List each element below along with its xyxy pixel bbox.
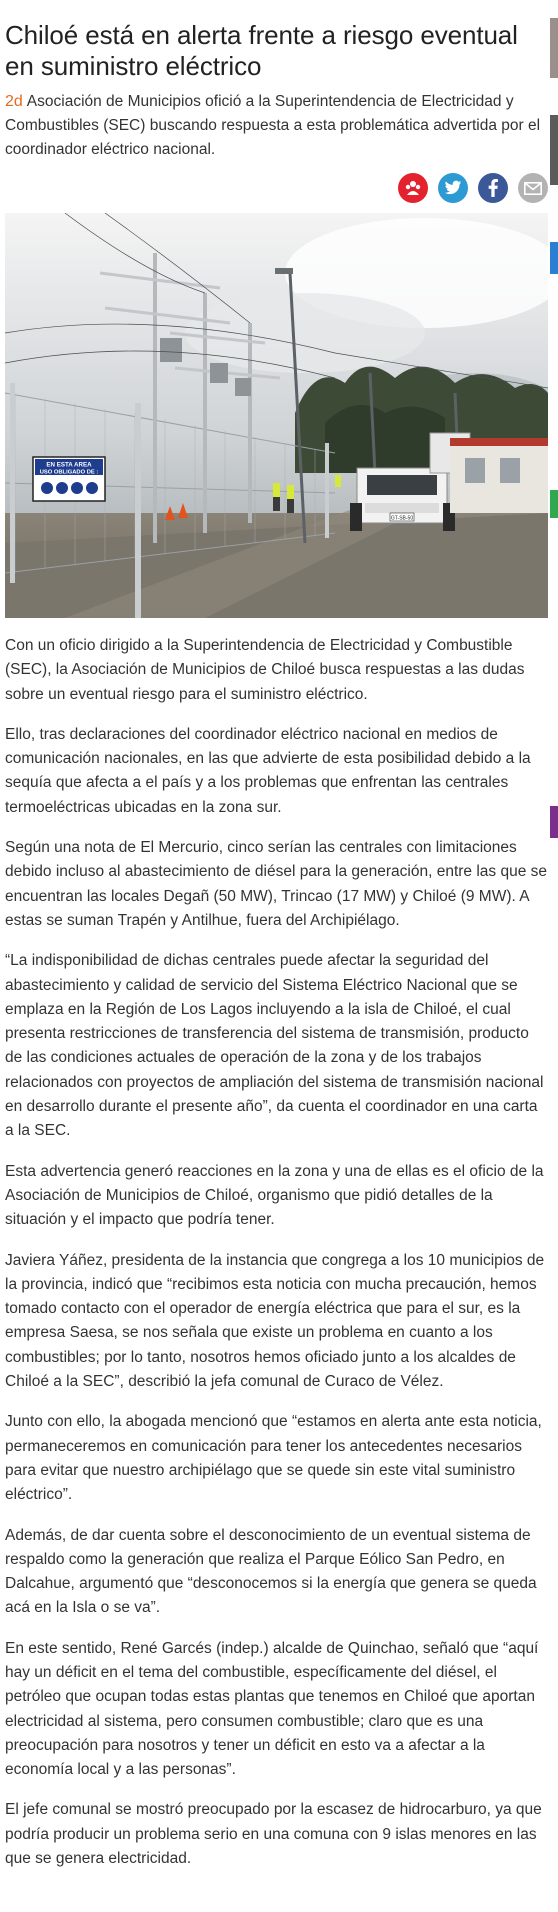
- facebook-f-icon: [487, 179, 499, 197]
- truck-plate: GT-SB-50: [390, 515, 414, 522]
- article-paragraph: En este sentido, René Garcés (indep.) alcalde de Quinchao, señaló que “aquí hay un déficit en el tema del combustible, específicamente del diésel, el petróleo que ocupan todas estas plantas que tenemos en Chiloé que aportan electricidad al sistema, pero consumen combustible; claro que es una preocupación para nosotros y tener un déficit en esto va a afectar a la economía local y a las personas”.: [5, 1639, 539, 1779]
- article-time-ago: 2d: [5, 93, 23, 110]
- article-title: Chiloé está en alerta frente a riesgo eventual en suministro eléctrico: [5, 20, 518, 81]
- facebook-share-button[interactable]: [478, 173, 508, 203]
- sidebar-category-bar: [550, 242, 558, 274]
- article-container: [5, 0, 548, 1868]
- community-icon: [404, 179, 422, 197]
- article-paragraph: Junto con ello, la abogada mencionó que “estamos en alerta ante esta noticia, permaneceremos en comunicación para tener los antecedentes necesarios para evitar que nuestro archipiélago que se quede sin este vital suministro eléctrico”.: [5, 1413, 542, 1504]
- article-body: [5, 634, 548, 1887]
- sidebar-thumbnail[interactable]: [550, 18, 558, 78]
- twitter-share-button[interactable]: [438, 173, 468, 203]
- sidebar-thumbnail[interactable]: [550, 115, 558, 185]
- email-share-button[interactable]: [518, 173, 548, 203]
- article-paragraph: El jefe comunal se mostró preocupado por la escasez de hidrocarburo, ya que podría producir un problema serio en una comuna con 9 islas menores en las que se genera electricidad.: [5, 1801, 542, 1868]
- article-lead: [5, 90, 548, 162]
- community-share-button[interactable]: [398, 173, 428, 203]
- article-paragraph: “La indisponibilidad de dichas centrales puede afectar la seguridad del abastecimiento y calidad de servicio del Sistema Eléctrico Nacional que se emplaza en la Región de Los Lagos incluyendo a la isla de Chiloé, el cual presenta restricciones de transferencia del sistema de transmisión, producto de las condiciones actuales de operación de la zona y de los trabajos relacionados con proyectos de ampliación del sistema de transmisión nacional en desarrollo durante el presente año”, da cuenta el coordinador en una carta a la SEC.: [5, 952, 544, 1140]
- envelope-icon: [524, 182, 542, 195]
- sidebar-category-bar: [550, 806, 558, 838]
- article-paragraph: Ello, tras declaraciones del coordinador eléctrico nacional en medios de comunicación nacionales, en las que advierte de esta posibilidad debido a la sequía que afecta a el país y a los problemas que enfrentan las centrales termoeléctricas ubicadas en la zona sur.: [5, 725, 531, 816]
- article-paragraph: Según una nota de El Mercurio, cinco serían las centrales con limitaciones debido incluso al abastecimiento de diésel para la generación, entre las que se encuentran las locales Degañ (50 MW), Trincao (17 MW) y Chiloé (9 MW). A estas se suman Trapén y Antilhue, fuera del Archipiélago.: [5, 839, 547, 929]
- twitter-bird-icon: [444, 180, 462, 196]
- electrical-substation-image: [5, 213, 548, 618]
- article-paragraph: Con un oficio dirigido a la Superintendencia de Electricidad y Combustible (SEC), la Asociación de Municipios de Chiloé busca respuestas a las dudas sobre un eventual riesgo para el suministro eléctrico.: [5, 637, 525, 703]
- article-paragraph: Además, de dar cuenta sobre el desconocimiento de un eventual sistema de respaldo como la generación que realiza el Parque Eólico San Pedro, en Dalcahue, argumentó que “desconocemos si la energía que genera se queda acá en la Isla o se va”.: [5, 1526, 537, 1617]
- share-buttons: [398, 173, 548, 203]
- sign-line-1: EN ESTA AREA: [46, 461, 92, 469]
- sign-line-2: USO OBLIGADO DE :: [39, 469, 99, 476]
- warning-sign: [33, 457, 105, 501]
- article-lead-text: Asociación de Municipios ofició a la Superintendencia de Electricidad y Combustibles (SEC) buscando respuesta a esta problemática advertida por el coordinador eléctrico nacional.: [5, 93, 541, 158]
- sidebar-edge: [550, 0, 558, 1912]
- article-photo: [5, 213, 548, 618]
- article-paragraph: Esta advertencia generó reacciones en la zona y una de ellas es el oficio de la Asociación de Municipios de Chiloé, organismo que pidió detalles de la situación y el impacto que podría tener.: [5, 1162, 544, 1229]
- sidebar-category-bar: [550, 490, 558, 518]
- article-paragraph: Javiera Yáñez, presidenta de la instancia que congrega a los 10 municipios de la provincia, indicó que “recibimos esta noticia con mucha precaución, hemos tomado contacto con el operador de energía eléctrica que para el sur, es la empresa Saesa, se nos señala que existe un problema en cuanto a los combustibles; por lo tanto, nosotros hemos oficiado junto a los alcaldes de Chiloé a la SEC”, describió la jefa comunal de Curaco de Vélez.: [5, 1251, 545, 1391]
